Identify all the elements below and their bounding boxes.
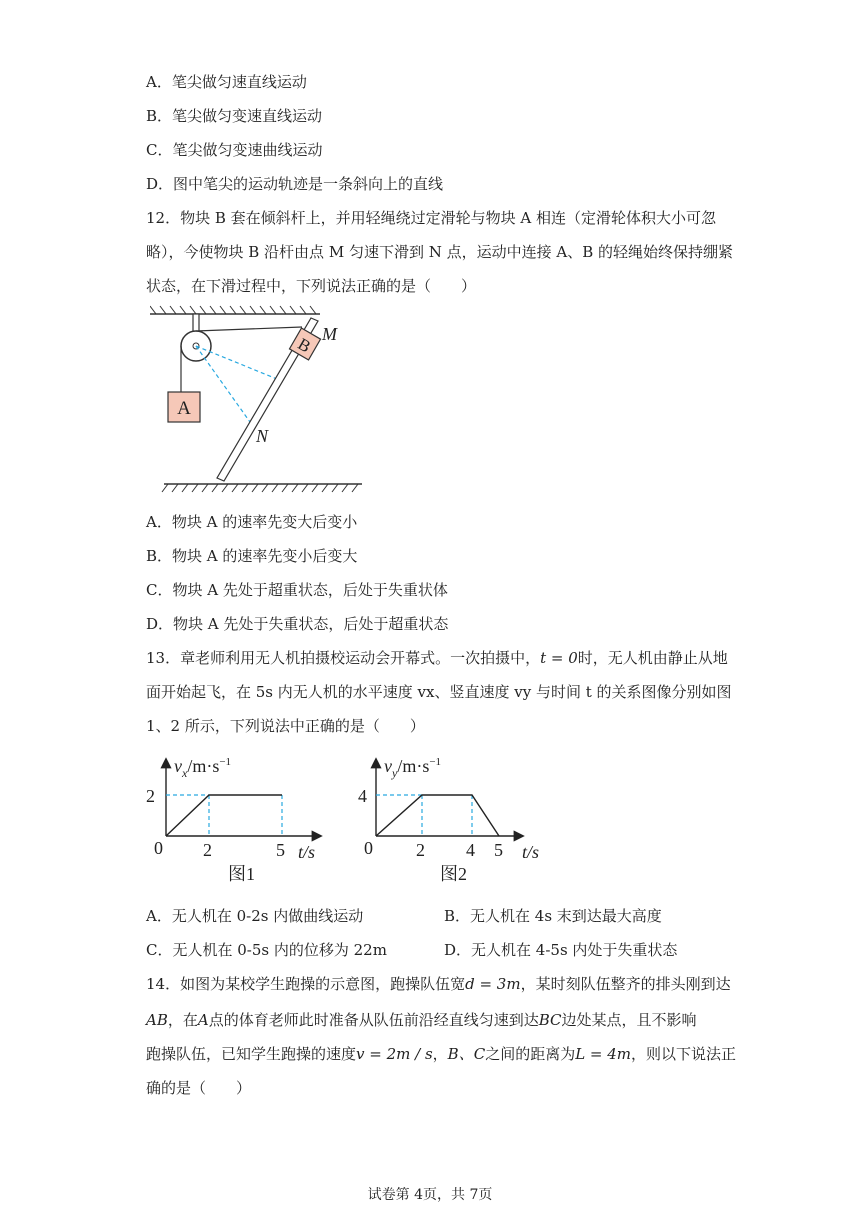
- q12-stem-line-3: 状态，在下滑过程中，下列说法正确的是（ ）: [146, 277, 477, 295]
- q12-stem-line-2: 略），今使物块 B 沿杆由点 M 匀速下滑到 N 点，运动中连接 A、B 的轻绳始终保持绷紧: [146, 243, 734, 261]
- graph1-origin: 0: [154, 838, 163, 858]
- graph2-line: [376, 795, 499, 836]
- q12-pulley-figure: [150, 304, 370, 496]
- q13-stem-line-1: 13．章老师利用无人机拍摄校运动会开幕式。一次拍摄中，t = 0时，无人机由静止从地: [146, 649, 728, 667]
- q13-option-c: C．无人机在 0-5s 内的位移为 22m: [146, 941, 387, 959]
- graph2-xlabel: t/s: [522, 842, 540, 862]
- q12-option-d: D．物块 A 先处于失重状态，后处于超重状态: [146, 615, 449, 633]
- q11-option-d: D．图中笔尖的运动轨迹是一条斜向上的直线: [146, 175, 444, 193]
- graph2-xtick: 5: [494, 840, 503, 860]
- q13-stem-line-3: 1、2 所示，下列说法中正确的是（ ）: [146, 717, 425, 735]
- q13-option-a: A．无人机在 0-2s 内做曲线运动: [146, 907, 364, 925]
- q14-stem-line-2: AB，在A点的体育老师此时准备从队伍前沿经直线匀速到达BC边处某点，且不影响: [146, 1011, 697, 1029]
- q11-option-c: C．笔尖做匀变速曲线运动: [146, 141, 323, 159]
- graph2-caption: 图2: [440, 864, 467, 884]
- svg-text:B: B: [294, 334, 314, 357]
- page-footer: 试卷第 4页，共 7页: [367, 1187, 493, 1203]
- graph2-xtick: 2: [416, 840, 425, 860]
- graph2-ytick: 4: [358, 786, 367, 806]
- q12-option-a: A．物块 A 的速率先变大后变小: [146, 513, 358, 531]
- q12-stem-line-1: 12．物块 B 套在倾斜杆上，并用轻绳绕过定滑轮与物块 A 相连（定滑轮体积大小可忽: [146, 209, 717, 227]
- q13-graph-2: [356, 748, 556, 892]
- graph1-xtick: 2: [203, 840, 212, 860]
- q13-graph-1: [146, 748, 336, 892]
- q12-option-b: B．物块 A 的速率先变小后变大: [146, 547, 358, 565]
- graph1-xtick: 5: [276, 840, 285, 860]
- graph2-xtick: 4: [466, 840, 475, 860]
- graph1-xlabel: t/s: [298, 842, 316, 862]
- svg-text:A: A: [177, 398, 191, 419]
- graph1-ylabel: $v_x/m\cdot s^{-1}$: [174, 756, 232, 780]
- q11-option-b: B．笔尖做匀变速直线运动: [146, 107, 323, 125]
- q14-stem-line-3: 跑操队伍，已知学生跑操的速度v = 2m / s，B、C之间的距离为L = 4m，则以下说法正: [146, 1045, 737, 1063]
- label-m: M: [322, 324, 337, 344]
- graph2-origin: 0: [364, 838, 373, 858]
- q13-option-b: B．无人机在 4s 末到达最大高度: [444, 907, 662, 925]
- graph1-line: [166, 795, 282, 836]
- q13-stem-line-2: 面开始起飞，在 5s 内无人机的水平速度 vx、竖直速度 vy 与时间 t 的关系图像分别如图: [146, 683, 732, 701]
- q11-option-a: A．笔尖做匀速直线运动: [146, 73, 307, 91]
- graph2-ylabel: $v_y/m\cdot s^{-1}$: [384, 756, 442, 780]
- q12-option-c: C．物块 A 先处于超重状态，后处于失重状体: [146, 581, 448, 599]
- graph1-ytick: 2: [146, 786, 155, 806]
- q14-stem-line-4: 确的是（ ）: [146, 1079, 252, 1097]
- label-n: N: [256, 426, 269, 446]
- graph1-caption: 图1: [228, 864, 255, 884]
- q14-stem-line-1: 14．如图为某校学生跑操的示意图，跑操队伍宽d = 3m，某时刻队伍整齐的排头刚到达: [146, 975, 731, 993]
- q13-option-d: D．无人机在 4-5s 内处于失重状态: [444, 941, 678, 959]
